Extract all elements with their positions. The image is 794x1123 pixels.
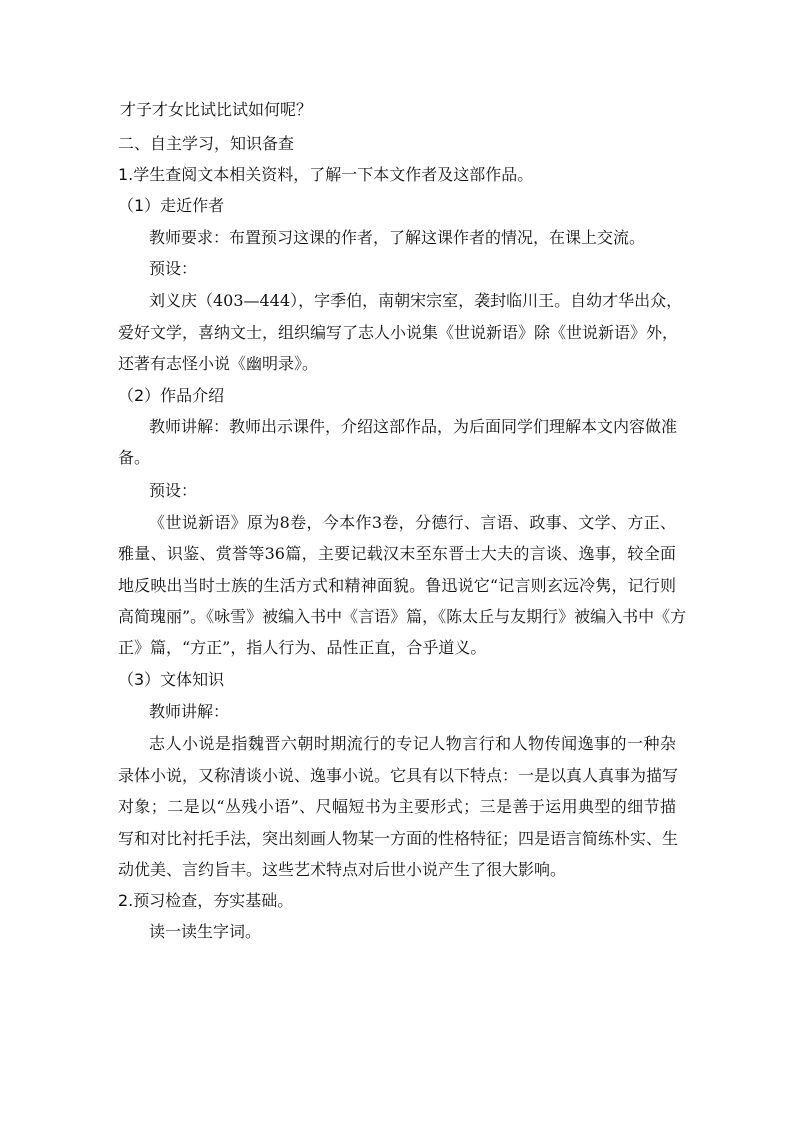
work-intro-line: 雅量、识鉴、赏誉等36篇，主要记载汉末至东晋士大夫的言谈、逸事，较全面 xyxy=(118,544,676,563)
work-intro-line: 《世说新语》原为8卷，今本作3卷，分德行、言语、政事、文学、方正、 xyxy=(149,513,676,532)
genre-knowledge-line: 录体小说，又称清谈小说、逸事小说。它具有以下特点：一是以真人真事为描写 xyxy=(118,766,679,785)
genre-knowledge-line: 动优美、言约旨丰。这些艺术特点对后世小说产生了很大影响。 xyxy=(118,860,567,879)
subheading-genre: （3）文体知识 xyxy=(118,670,225,689)
genre-knowledge-line: 写和对比衬托手法，突出刻画人物某一方面的性格特征；四是语言简练朴实、生 xyxy=(118,829,679,848)
intro-paragraph: 才子才女比试比试如何呢？ xyxy=(120,100,313,119)
author-bio-line: 刘义庆（403—444），字季伯，南朝宋宗室，袭封临川王。自幼才华出众， xyxy=(149,291,683,310)
item-heading-2: 2.预习检查，夯实基础。 xyxy=(118,891,294,910)
teacher-requirement: 教师要求：布置预习这课的作者，了解这课作者的情况，在课上交流。 xyxy=(149,228,646,247)
preset-label: 预设： xyxy=(149,481,198,500)
work-intro-line: 正》篇，“方正”，指人行为、品性正直，合乎道义。 xyxy=(118,638,487,657)
author-bio-line: 爱好文学，喜纳文士，组织编写了志人小说集《世说新语》除《世说新语》外， xyxy=(118,323,679,342)
teacher-explanation-line: 教师讲解：教师出示课件，介绍这部作品，为后面同学们理解本文内容做准 xyxy=(149,417,678,436)
teacher-explanation-label: 教师讲解： xyxy=(149,702,230,721)
genre-knowledge-line: 对象；二是以“丛残小语”、尺幅短书为主要形式；三是善于运用典型的细节描 xyxy=(118,797,676,816)
item-heading-1: 1.学生查阅文本相关资料，了解一下本文作者及这部作品。 xyxy=(118,165,534,184)
subheading-author: （1）走近作者 xyxy=(118,196,225,215)
author-bio-line: 还著有志怪小说《幽明录》。 xyxy=(118,354,319,373)
work-intro-line: 地反映出当时士族的生活方式和精神面貌。鲁迅说它“记言则玄远冷隽，记行则 xyxy=(118,576,676,595)
teacher-explanation-line: 备。 xyxy=(118,448,151,467)
work-intro-line: 高简瑰丽”。《咏雪》被编入书中《言语》篇，《陈太丘与友期行》被编入书中《方 xyxy=(118,607,687,626)
subheading-work: （2）作品介绍 xyxy=(118,386,225,405)
vocab-instruction: 读一读生字词。 xyxy=(149,922,262,941)
preset-label: 预设： xyxy=(149,259,198,278)
section-heading: 二、自主学习，知识备查 xyxy=(118,134,295,153)
genre-knowledge-line: 志人小说是指魏晋六朝时期流行的专记人物言行和人物传闻逸事的一种杂 xyxy=(149,734,676,753)
